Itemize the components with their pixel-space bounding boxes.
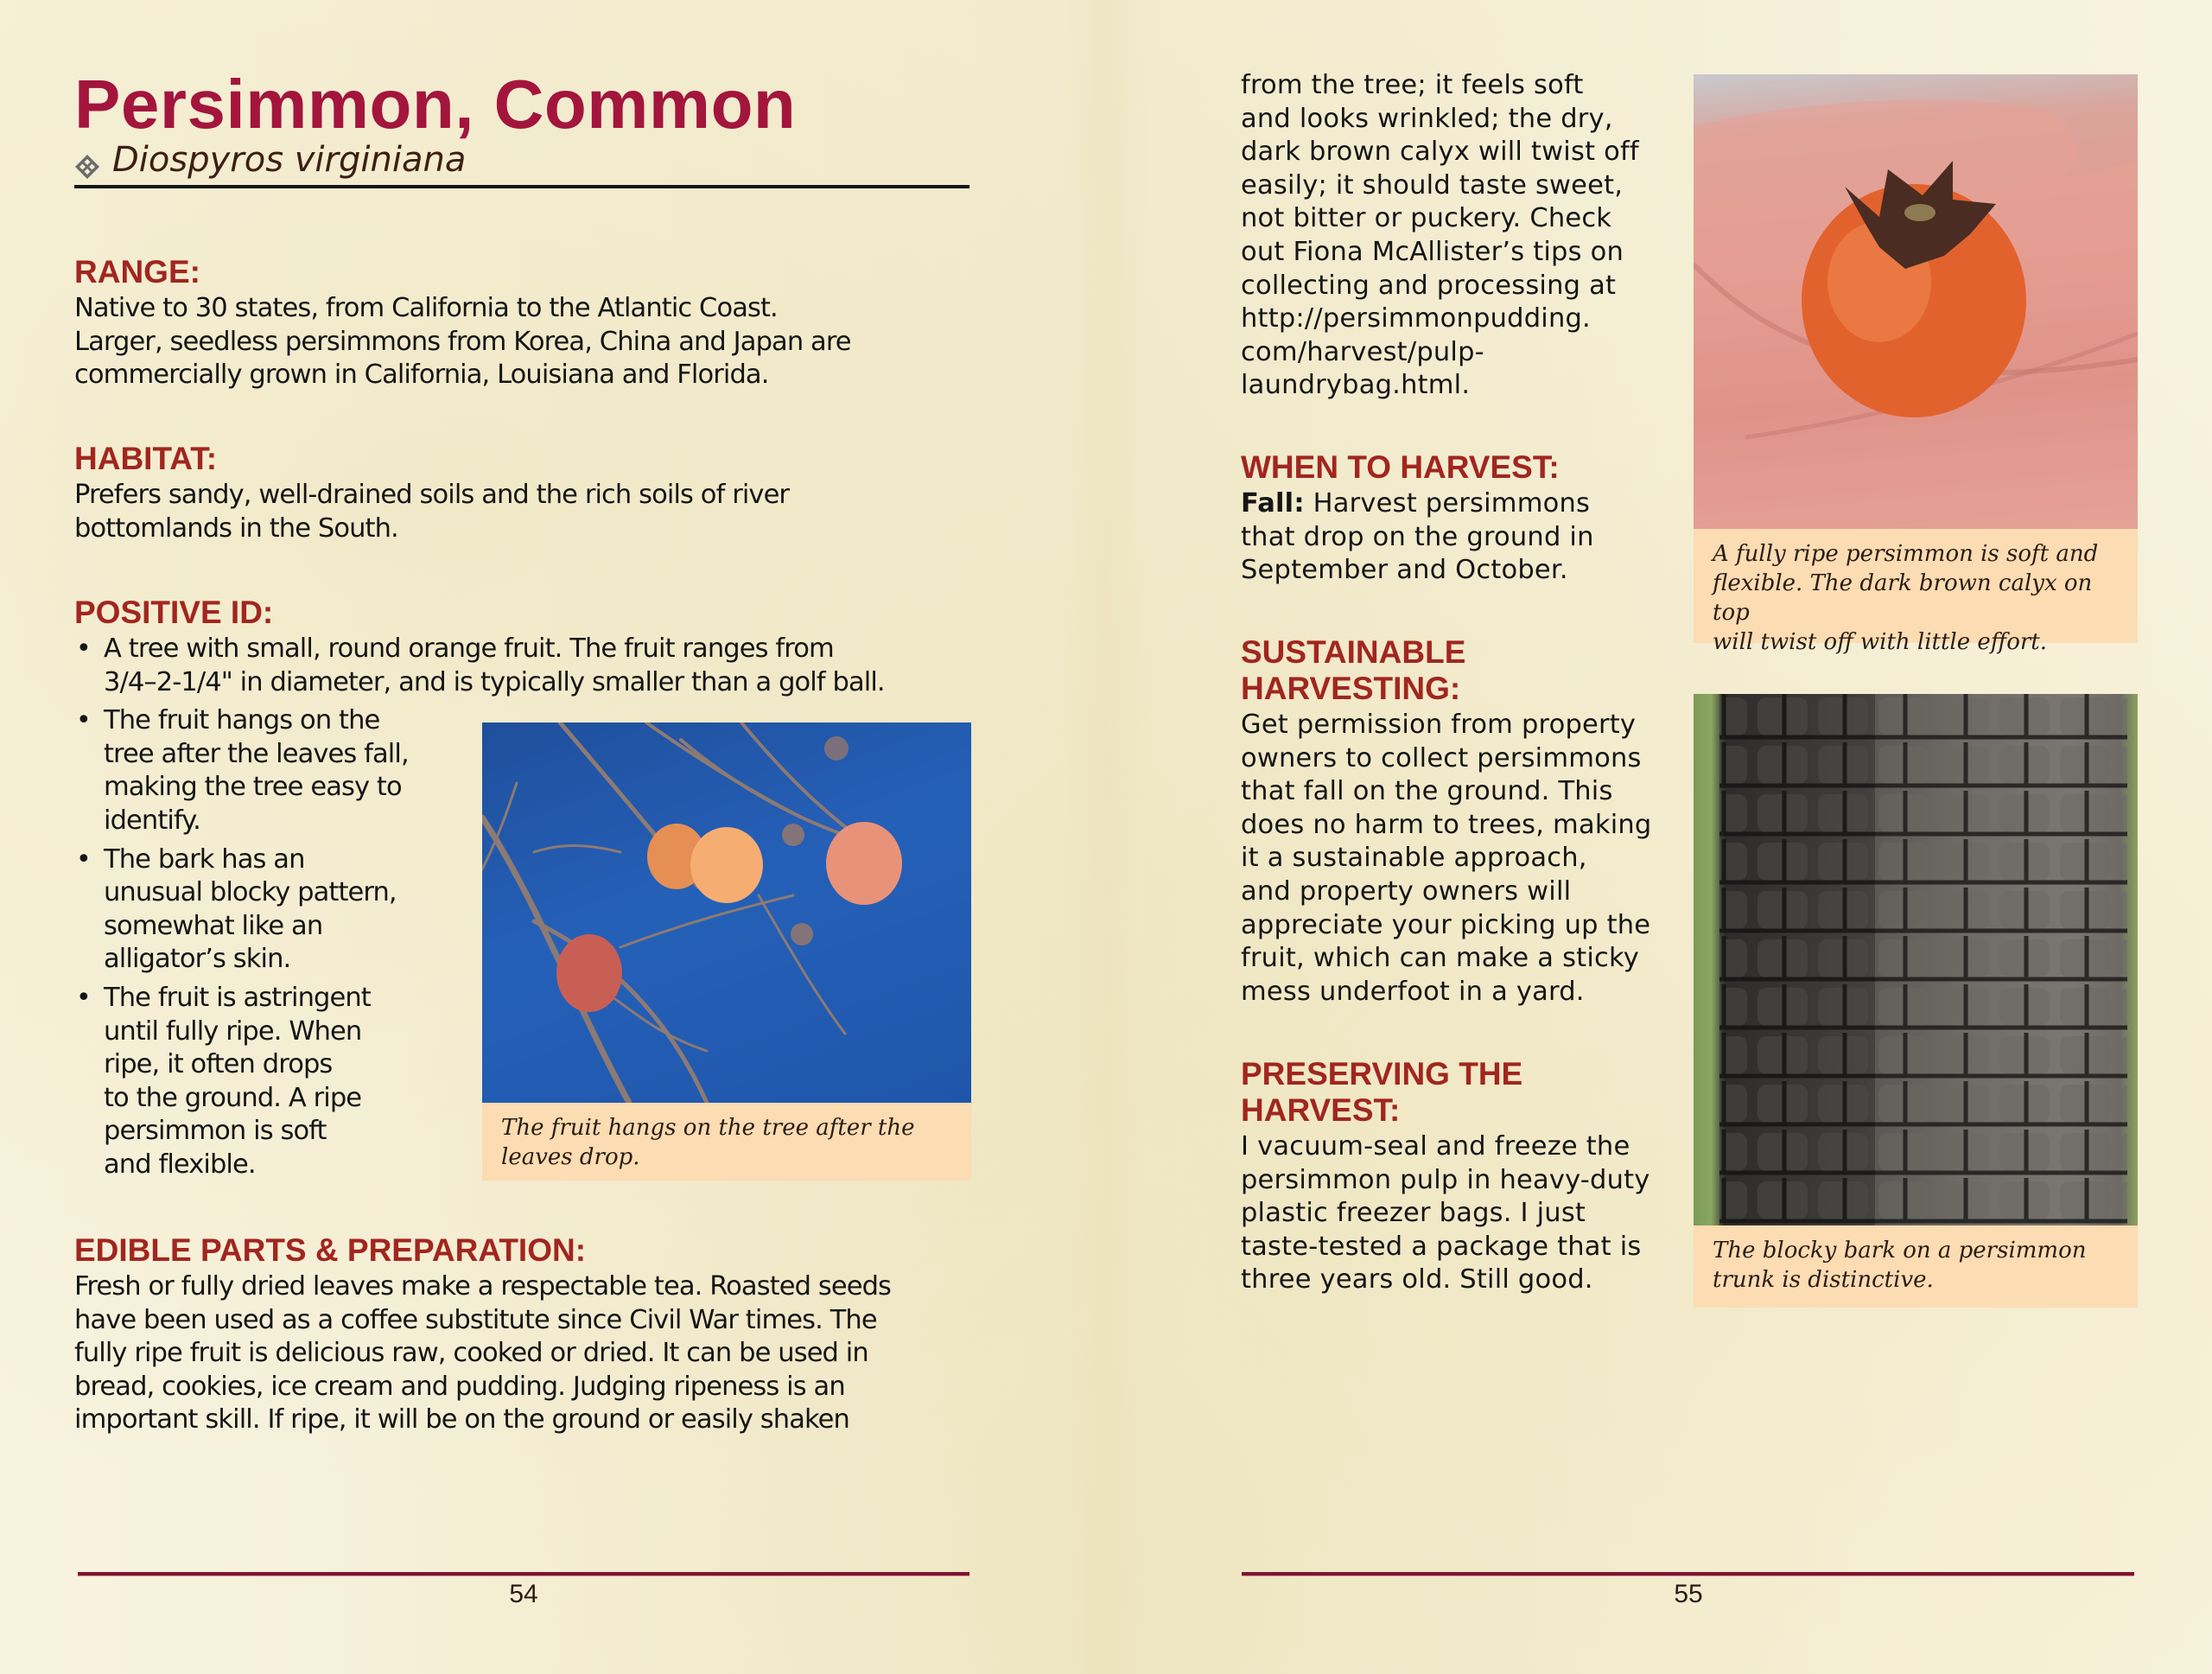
text-line: bread, cookies, ice cream and pudding. Judging ripeness is an <box>74 1371 845 1402</box>
photo-ripe-persimmon-in-hand <box>1694 74 2138 529</box>
section-body <box>1241 1130 1690 1297</box>
text-line: plastic freezer bags. I just <box>1241 1198 1586 1229</box>
photo-blocky-bark <box>1694 694 2138 1225</box>
text-line: http://persimmonpudding. <box>1241 303 1591 334</box>
text-line: Fresh or fully dried leaves make a respectable tea. Roasted seeds <box>74 1271 892 1302</box>
text-line: easily; it should taste sweet, <box>1241 169 1624 200</box>
section-body <box>74 479 973 545</box>
text-line: bottomlands in the South. <box>74 512 398 544</box>
text-line: fruit, which can make a sticky <box>1241 943 1639 974</box>
text-line: does no harm to trees, making <box>1241 809 1652 840</box>
scientific-name-text: Diospyros virginiana <box>112 140 467 180</box>
footer-rule <box>78 1572 969 1575</box>
section-body <box>1241 69 1690 403</box>
text-line: three years old. Still good. <box>1241 1264 1593 1295</box>
text-line: mess underfoot in a yard. <box>1241 976 1585 1007</box>
text-line: Native to 30 states, from California to the Atlantic Coast. <box>74 293 778 323</box>
photo-caption <box>1694 1225 2138 1308</box>
section-sustainable-harvesting <box>1241 634 1690 1009</box>
text-line: com/harvest/pulp- <box>1241 336 1484 367</box>
section-body <box>1241 487 1690 588</box>
section-heading: EDIBLE PARTS & PREPARATION: <box>74 1232 587 1268</box>
section-when-to-harvest <box>1241 449 1690 588</box>
section-heading: PRESERVING THE HARVEST: <box>1241 1056 1523 1128</box>
caption-line: The blocky bark on a persimmon <box>1713 1238 2087 1263</box>
text-line: that fall on the ground. This <box>1241 776 1613 807</box>
text-line: and looks wrinkled; the dry, <box>1241 103 1613 134</box>
caption-line: The fruit hangs on the tree after the <box>501 1115 915 1141</box>
text-line: out Fiona McAllister’s tips on <box>1241 236 1624 267</box>
section-edible-continued <box>1241 69 1690 403</box>
section-body <box>1241 709 1690 1009</box>
photo-caption <box>482 1103 971 1181</box>
branch-fruit-illustration <box>482 722 971 1103</box>
bullet-item: • The bark has an unusual blocky pattern, somewhat like an alligator’s skin. <box>74 843 990 977</box>
section-range <box>74 254 973 392</box>
bark-texture-illustration <box>1694 694 2138 1225</box>
footer-rule <box>1242 1572 2134 1575</box>
text-line: from the tree; it feels soft <box>1241 70 1584 100</box>
diamond-ornament-icon <box>74 147 100 173</box>
text-line: September and October. <box>1241 555 1568 586</box>
text-line: dark brown calyx will twist off <box>1241 137 1639 168</box>
text-line: important skill. If ripe, it will be on the ground or easily shaken <box>74 1404 849 1435</box>
text-line: Harvest persimmons <box>1304 488 1591 519</box>
section-heading: SUSTAINABLE HARVESTING: <box>1241 634 1466 706</box>
text-line: and property owners will <box>1241 875 1572 907</box>
text-line: Get permission from property <box>1241 710 1637 740</box>
scientific-name <box>74 138 466 181</box>
caption-line: will twist off with little effort. <box>1713 629 2048 655</box>
page-number: 55 <box>1674 1580 1703 1608</box>
section-body <box>74 292 973 392</box>
section-preserving-harvest <box>1241 1056 1690 1297</box>
caption-line: leaves drop. <box>501 1144 640 1170</box>
bullet-item: • The fruit hangs on the tree after the leaves fall, making the tree easy to identify. <box>74 704 990 837</box>
photo-fruit-on-branch <box>482 722 971 1103</box>
text-line: I vacuum-seal and freeze the <box>1241 1131 1630 1162</box>
photo-caption <box>1694 529 2138 655</box>
text-line: have been used as a coffee substitute since Civil War times. The <box>74 1304 877 1335</box>
caption-line: flexible. The dark brown calyx on top <box>1713 570 2093 626</box>
text-line: owners to collect persimmons <box>1241 742 1642 773</box>
caption-line: A fully ripe persimmon is soft and <box>1713 541 2099 567</box>
section-body <box>74 1270 990 1437</box>
text-line: taste-tested a package that is <box>1241 1231 1642 1262</box>
bullet-item: • A tree with small, round orange fruit. The fruit ranges from 3/4–2-1/4" in diameter, and is typically smaller than a golf ball. <box>74 633 990 699</box>
text-line: it a sustainable approach, <box>1241 843 1587 874</box>
bullet-item: • The fruit is astringent until fully ripe. When ripe, it often drops to the ground. A ripe persimmon is soft and flexible. <box>74 982 990 1182</box>
text-line: appreciate your picking up the <box>1241 909 1651 940</box>
page-title: Persimmon, Common <box>74 66 797 143</box>
text-line: persimmon pulp in heavy-duty <box>1241 1164 1650 1195</box>
text-line: laundrybag.html. <box>1241 370 1471 401</box>
text-line: fully ripe fruit is delicious raw, cooked or dried. It can be used in <box>74 1338 868 1369</box>
text-line: not bitter or puckery. Check <box>1241 203 1612 234</box>
section-heading: RANGE: <box>74 254 200 290</box>
title-divider <box>74 185 969 188</box>
persimmon-hand-illustration <box>1694 74 2138 529</box>
text-line: Larger, seedless persimmons from Korea, China and Japan are <box>74 326 851 357</box>
season-label: Fall: <box>1241 488 1305 519</box>
section-heading: HABITAT: <box>74 441 218 476</box>
section-heading: WHEN TO HARVEST: <box>1241 449 1560 485</box>
section-heading: POSITIVE ID: <box>74 595 274 630</box>
section-edible-parts <box>74 1232 990 1437</box>
text-line: collecting and processing at <box>1241 270 1617 301</box>
page-number: 54 <box>509 1580 538 1608</box>
text-line: that drop on the ground in <box>1241 521 1594 552</box>
text-line: Prefers sandy, well-drained soils and the rich soils of river <box>74 480 790 510</box>
section-habitat <box>74 441 973 545</box>
caption-line: trunk is distinctive. <box>1713 1267 1934 1293</box>
text-line: commercially grown in California, Louisiana and Florida. <box>74 360 769 391</box>
